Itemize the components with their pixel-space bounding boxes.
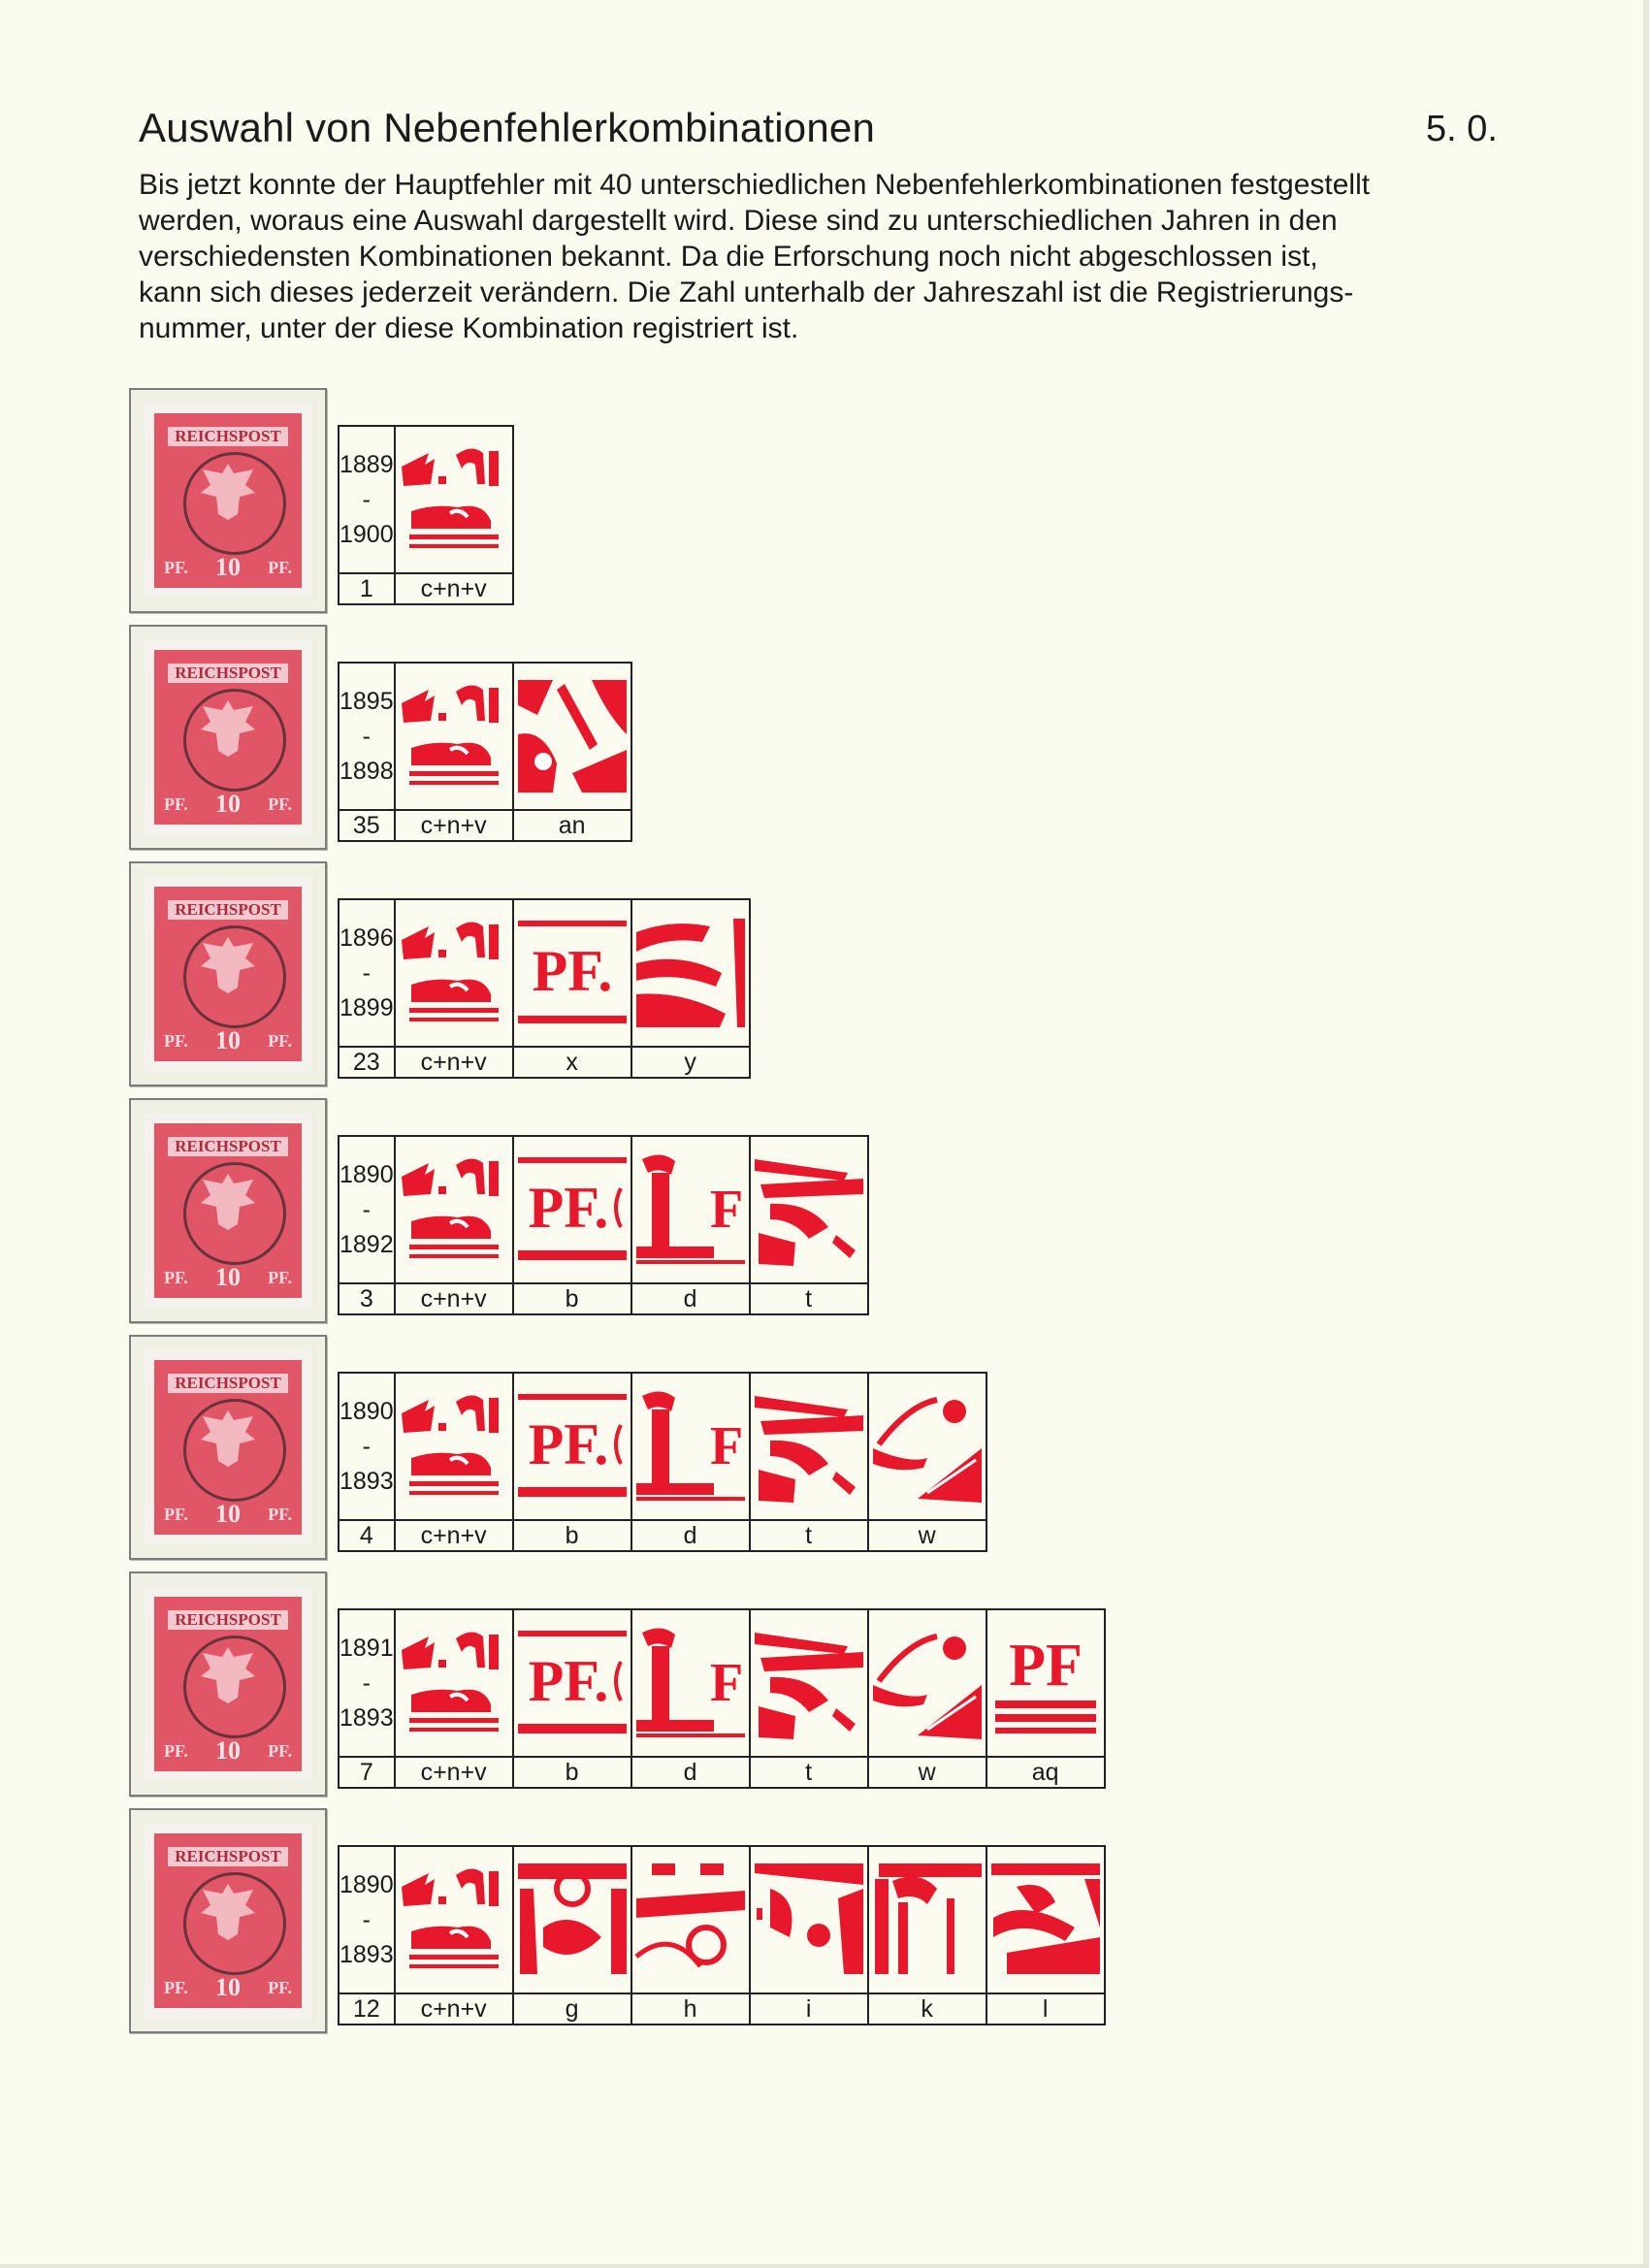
detail-label: w <box>868 1520 986 1551</box>
year-dash: - <box>362 959 371 987</box>
detail-h-icon <box>632 1860 749 1980</box>
stamp-top-text: REICHSPOST <box>168 1374 288 1393</box>
detail-label: c+n+v <box>395 1047 513 1078</box>
stamp-pf-right: PF. <box>268 1267 292 1287</box>
detail-t-icon <box>751 1150 867 1270</box>
detail-cell <box>513 1609 631 1757</box>
year-to: 1893 <box>340 1704 394 1732</box>
detail-label: d <box>631 1520 750 1551</box>
detail-cell <box>631 899 750 1047</box>
label-row <box>339 1993 1105 2025</box>
year-range <box>339 1373 395 1520</box>
intro-paragraph <box>139 167 1516 346</box>
detail-cell <box>395 426 513 573</box>
detail-cell <box>395 1609 513 1757</box>
year-from: 1890 <box>340 1871 394 1898</box>
detail-y-icon <box>632 913 749 1033</box>
year-dash: - <box>362 1196 371 1223</box>
detail-t-icon <box>751 1623 867 1743</box>
postmark <box>183 925 286 1028</box>
year-to: 1900 <box>340 521 394 548</box>
detail-label: t <box>750 1757 868 1788</box>
detail-cnv-icon <box>396 1386 512 1507</box>
stamp-image <box>145 1824 311 2018</box>
stamp-image <box>145 1587 311 1781</box>
detail-cell <box>395 1846 513 1993</box>
detail-cell <box>868 1846 986 1993</box>
stamp-pf-left: PF. <box>164 1504 188 1524</box>
stamp-face <box>154 887 302 1061</box>
combination-table <box>338 898 751 1079</box>
detail-cell <box>750 1373 868 1520</box>
label-row <box>339 573 513 604</box>
detail-label: x <box>513 1047 631 1078</box>
registration-number: 35 <box>339 810 395 841</box>
year-range <box>339 426 395 573</box>
stamp-pf-left: PF. <box>164 557 188 577</box>
detail-cell <box>631 1846 750 1993</box>
detail-cell <box>631 1373 750 1520</box>
stamp-bottom <box>164 1500 292 1528</box>
stamp-pf-right: PF. <box>268 1030 292 1051</box>
stamp-pf-right: PF. <box>268 794 292 814</box>
combination-table <box>338 425 514 605</box>
stamp-bottom <box>164 1263 292 1291</box>
stamp-image <box>145 640 311 834</box>
year-to: 1899 <box>340 994 394 1021</box>
image-row <box>339 1846 1105 1993</box>
detail-cell <box>750 1609 868 1757</box>
detail-label: c+n+v <box>395 1283 513 1314</box>
registration-number: 12 <box>339 1993 395 2025</box>
postmark <box>183 689 286 792</box>
detail-cell <box>868 1609 986 1757</box>
detail-cell <box>513 663 631 810</box>
stamp-mount <box>129 1098 327 1323</box>
intro-line: kann sich dieses jederzeit verändern. Die Zahl unterhalb der Jahreszahl ist die Registrierungs- <box>139 276 1354 308</box>
detail-cell <box>395 1373 513 1520</box>
detail-cell <box>986 1846 1105 1993</box>
year-to: 1898 <box>340 758 394 785</box>
stamp-value: 10 <box>215 1026 241 1054</box>
detail-cell <box>750 1136 868 1283</box>
stamp-image <box>145 1350 311 1544</box>
stamp-value: 10 <box>215 1263 241 1291</box>
stamp-mount <box>129 861 327 1086</box>
stamp-top-text: REICHSPOST <box>168 1137 288 1156</box>
detail-cell <box>631 1609 750 1757</box>
label-row <box>339 1047 750 1078</box>
intro-line: verschiedensten Kombinationen bekannt. Da die Erforschung noch nicht abgeschlossen ist, <box>139 241 1318 273</box>
detail-aq-icon <box>987 1623 1104 1743</box>
intro-line: Bis jetzt konnte der Hauptfehler mit 40 unterschiedlichen Nebenfehlerkombinationen festgestellt <box>139 169 1371 201</box>
year-from: 1896 <box>340 924 394 952</box>
detail-label: aq <box>986 1757 1105 1788</box>
year-from: 1895 <box>340 688 394 715</box>
detail-b-icon <box>514 1150 630 1270</box>
combination-table <box>338 1372 987 1552</box>
detail-label: k <box>868 1993 986 2025</box>
label-row <box>339 1283 868 1314</box>
stamp-pf-left: PF. <box>164 1030 188 1051</box>
detail-t-icon <box>751 1386 867 1507</box>
stamp-pf-left: PF. <box>164 1977 188 1997</box>
detail-cnv-icon <box>396 676 512 796</box>
detail-label: c+n+v <box>395 1757 513 1788</box>
detail-cell <box>395 663 513 810</box>
detail-cnv-icon <box>396 1860 512 1980</box>
detail-cell <box>395 899 513 1047</box>
stamp-face <box>154 1360 302 1535</box>
detail-b-icon <box>514 1386 630 1507</box>
combination-table <box>338 662 632 842</box>
stamp-value: 10 <box>215 1736 241 1765</box>
combination-table <box>338 1608 1106 1789</box>
stamp-mount <box>129 625 327 850</box>
detail-cell <box>631 1136 750 1283</box>
registration-number: 7 <box>339 1757 395 1788</box>
detail-cnv-icon <box>396 1623 512 1743</box>
svg-text:PF: PF <box>1008 1633 1083 1699</box>
stamp-bottom <box>164 1973 292 2001</box>
postmark <box>183 452 286 555</box>
stamp-top-text: REICHSPOST <box>168 1610 288 1630</box>
detail-cell <box>513 899 631 1047</box>
image-row <box>339 426 513 573</box>
year-range <box>339 1846 395 1993</box>
stamp-pf-left: PF. <box>164 794 188 814</box>
stamp-bottom <box>164 790 292 818</box>
detail-label: b <box>513 1283 631 1314</box>
stamp-pf-left: PF. <box>164 1267 188 1287</box>
detail-g-icon <box>514 1860 630 1980</box>
detail-label: c+n+v <box>395 1993 513 2025</box>
detail-label: t <box>750 1283 868 1314</box>
year-dash: - <box>362 723 371 750</box>
label-row <box>339 1520 986 1551</box>
year-dash: - <box>362 1433 371 1460</box>
stamp-value: 10 <box>215 1973 241 2001</box>
year-from: 1891 <box>340 1635 394 1662</box>
stamp-face <box>154 413 302 588</box>
detail-cell <box>513 1373 631 1520</box>
svg-text:PF.: PF. <box>532 939 613 1003</box>
stamp-image <box>145 877 311 1071</box>
year-from: 1889 <box>340 451 394 478</box>
stamp-top-text: REICHSPOST <box>168 1847 288 1866</box>
detail-cnv-icon <box>396 1150 512 1270</box>
detail-label: h <box>631 1993 750 2025</box>
stamp-mount <box>129 388 327 613</box>
stamp-mount <box>129 1808 327 2033</box>
detail-label: i <box>750 1993 868 2025</box>
detail-b-icon <box>514 1623 630 1743</box>
stamp-pf-right: PF. <box>268 1740 292 1761</box>
page-number: 5. 0. <box>1426 109 1498 149</box>
image-row <box>339 1609 1105 1757</box>
stamp-image <box>145 1114 311 1308</box>
detail-label: d <box>631 1757 750 1788</box>
detail-d-icon <box>632 1623 749 1743</box>
image-row <box>339 663 631 810</box>
stamp-bottom <box>164 1026 292 1054</box>
detail-d-icon <box>632 1386 749 1507</box>
year-to: 1893 <box>340 1468 394 1495</box>
detail-label: l <box>986 1993 1105 2025</box>
detail-k-icon <box>869 1860 986 1980</box>
detail-l-icon <box>987 1860 1104 1980</box>
stamp-pf-left: PF. <box>164 1740 188 1761</box>
detail-cnv-icon <box>396 439 512 560</box>
registration-number: 23 <box>339 1047 395 1078</box>
detail-cell <box>750 1846 868 1993</box>
year-range <box>339 1609 395 1757</box>
svg-text:F: F <box>709 1180 743 1240</box>
detail-d-icon <box>632 1150 749 1270</box>
year-range <box>339 1136 395 1283</box>
svg-text:PF.: PF. <box>528 1649 609 1713</box>
stamp-face <box>154 1123 302 1298</box>
postmark <box>183 1399 286 1502</box>
label-row <box>339 810 631 841</box>
year-to: 1892 <box>340 1231 394 1258</box>
stamp-bottom <box>164 1736 292 1765</box>
stamp-value: 10 <box>215 790 241 818</box>
svg-text:F: F <box>709 1416 743 1476</box>
detail-label: c+n+v <box>395 1520 513 1551</box>
detail-label: w <box>868 1757 986 1788</box>
detail-label: c+n+v <box>395 810 513 841</box>
stamp-value: 10 <box>215 1500 241 1528</box>
detail-cell <box>513 1846 631 1993</box>
detail-label: c+n+v <box>395 573 513 604</box>
detail-w-icon <box>869 1386 986 1507</box>
detail-label: g <box>513 1993 631 2025</box>
detail-label: d <box>631 1283 750 1314</box>
year-range <box>339 899 395 1047</box>
stamp-mount <box>129 1571 327 1797</box>
svg-text:PF.: PF. <box>528 1176 609 1240</box>
detail-label: an <box>513 810 631 841</box>
year-dash: - <box>362 486 371 513</box>
stamp-value: 10 <box>215 553 241 581</box>
detail-label: b <box>513 1520 631 1551</box>
svg-text:F: F <box>709 1653 743 1713</box>
detail-label: b <box>513 1757 631 1788</box>
year-from: 1890 <box>340 1398 394 1425</box>
detail-an-icon <box>514 676 630 796</box>
detail-cell <box>395 1136 513 1283</box>
stamp-top-text: REICHSPOST <box>168 900 288 920</box>
postmark <box>183 1162 286 1265</box>
stamp-pf-right: PF. <box>268 1504 292 1524</box>
detail-i-icon <box>751 1860 867 1980</box>
intro-line: nummer, unter der diese Kombination registriert ist. <box>139 312 799 344</box>
stamp-top-text: REICHSPOST <box>168 427 288 446</box>
year-range <box>339 663 395 810</box>
image-row <box>339 1373 986 1520</box>
detail-cnv-icon <box>396 913 512 1033</box>
detail-cell <box>986 1609 1105 1757</box>
intro-line: werden, woraus eine Auswahl dargestellt wird. Diese sind zu unterschiedlichen Jahren in den <box>139 205 1338 237</box>
stamp-top-text: REICHSPOST <box>168 664 288 683</box>
detail-cell <box>868 1373 986 1520</box>
registration-number: 4 <box>339 1520 395 1551</box>
year-dash: - <box>362 1906 371 1933</box>
image-row <box>339 899 750 1047</box>
detail-w-icon <box>869 1623 986 1743</box>
registration-number: 3 <box>339 1283 395 1314</box>
stamp-face <box>154 1597 302 1771</box>
year-to: 1893 <box>340 1941 394 1968</box>
stamp-pf-right: PF. <box>268 1977 292 1997</box>
page-title: Auswahl von Nebenfehlerkombinationen <box>139 105 876 150</box>
detail-cell <box>513 1136 631 1283</box>
combination-table <box>338 1135 869 1315</box>
year-from: 1890 <box>340 1161 394 1188</box>
year-dash: - <box>362 1669 371 1697</box>
registration-number: 1 <box>339 573 395 604</box>
label-row <box>339 1757 1105 1788</box>
combination-table <box>338 1845 1106 2025</box>
svg-text:PF.: PF. <box>528 1412 609 1476</box>
detail-label: y <box>631 1047 750 1078</box>
detail-x-icon <box>514 913 630 1033</box>
postmark <box>183 1872 286 1975</box>
stamp-pf-right: PF. <box>268 557 292 577</box>
stamp-mount <box>129 1335 327 1560</box>
image-row <box>339 1136 868 1283</box>
postmark <box>183 1636 286 1738</box>
detail-label: t <box>750 1520 868 1551</box>
stamp-image <box>145 404 311 598</box>
stamp-bottom <box>164 553 292 581</box>
stamp-face <box>154 1833 302 2008</box>
stamp-face <box>154 650 302 825</box>
